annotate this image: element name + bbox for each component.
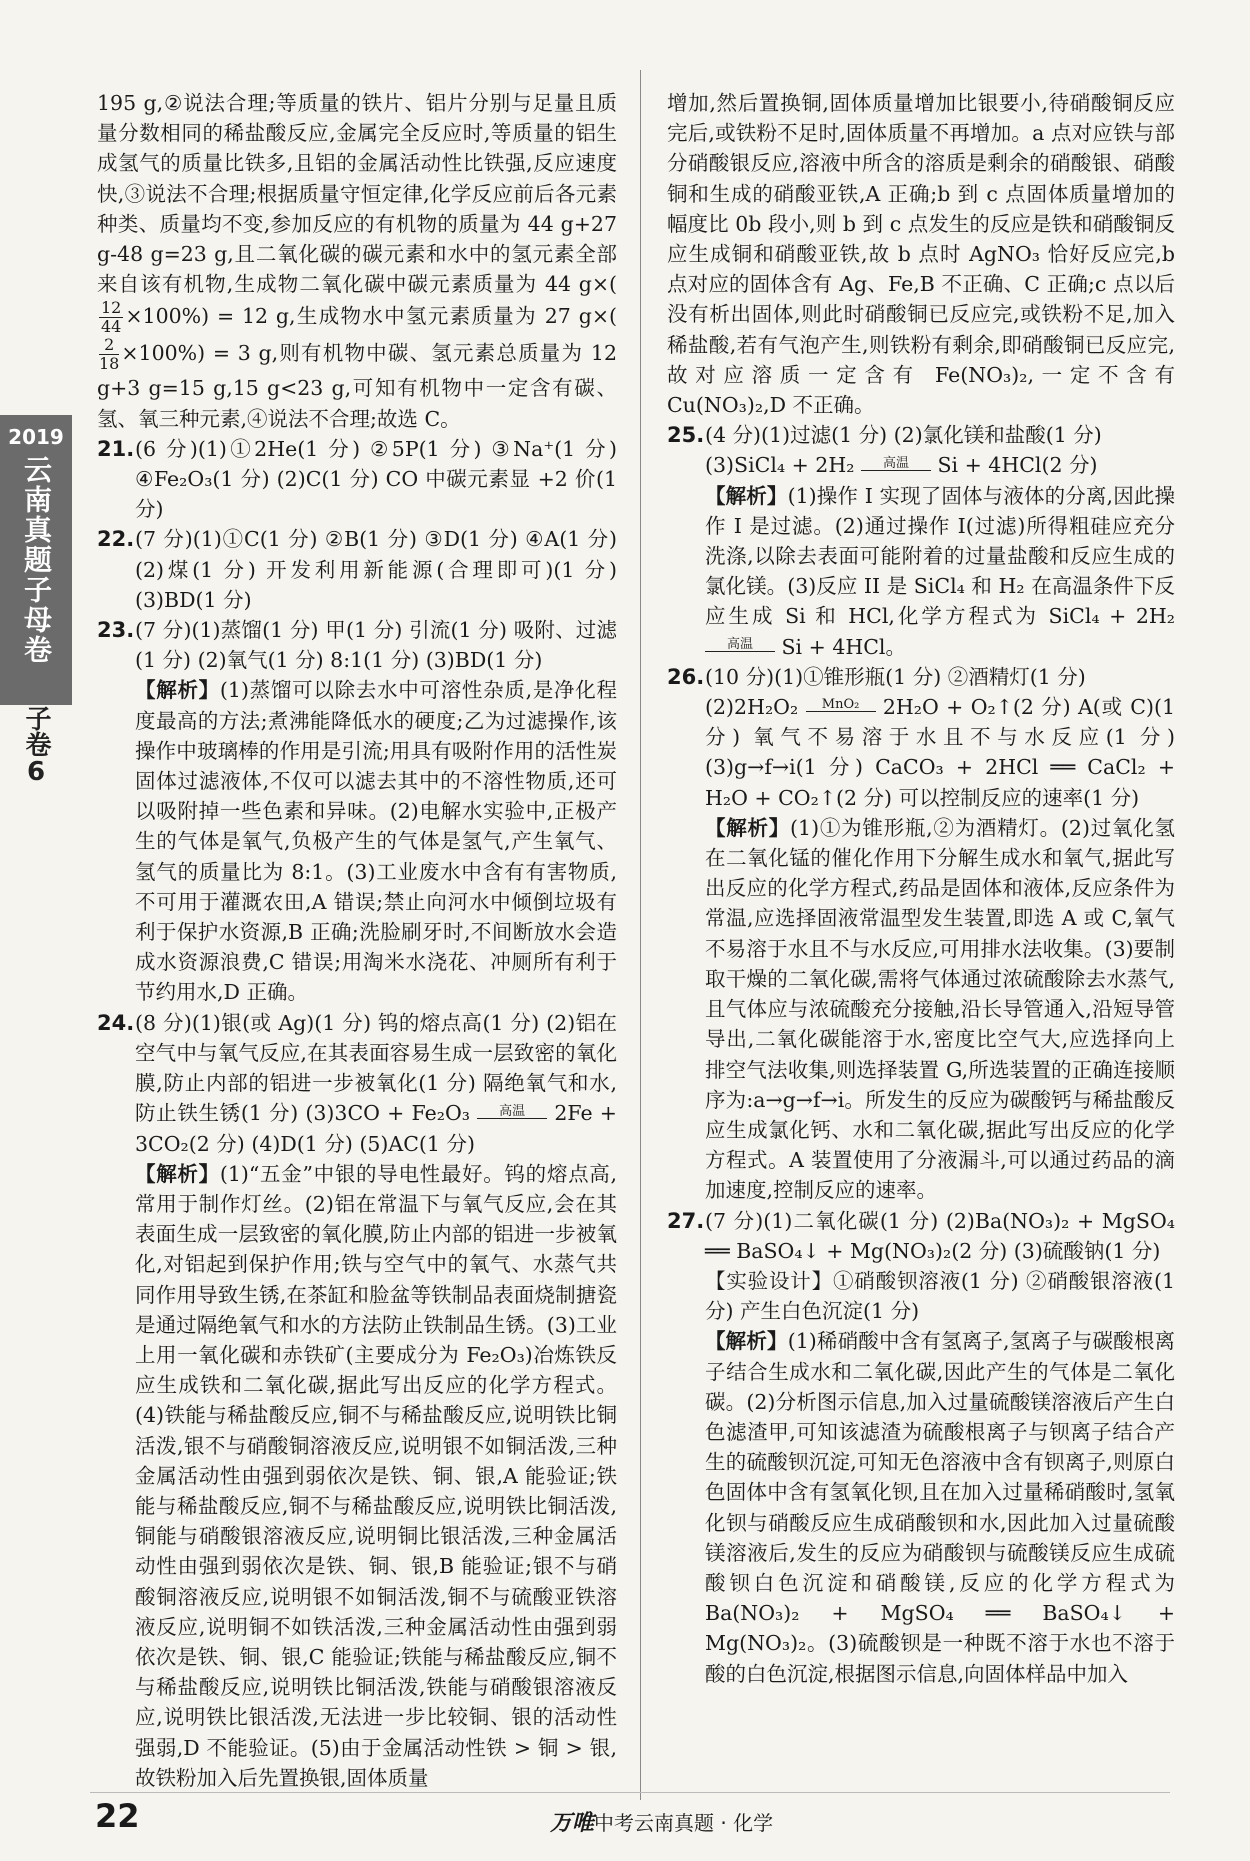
question-number: 27. bbox=[667, 1208, 705, 1233]
question-number: 22. bbox=[97, 527, 135, 552]
analysis-tag: 【解析】 bbox=[135, 1161, 220, 1186]
page-number: 22 bbox=[95, 1797, 140, 1835]
sub-tab bbox=[0, 705, 72, 825]
question-25: 25.(4 分)(1)过滤(1 分) (2)氯化镁和盐酸(1 分) (3)SiCl₄ + 2H₂ 高温 Si + 4HCl(2 分) 【解析】(1)操作 I 实现了固体与液体的分离,因此操作 I 是过滤。(2)通过操作 I(过滤)所得粗硅应充分洗涤,以除去表面可能附着的过量盐酸和反应生成的氯化镁。(3)反应 II 是 SiCl₄ 和 H₂ 在高温条件下反应生成 Si 和 HCl,化学方程式为 SiCl₄ + 2H₂ 高温 Si + 4HCl。 bbox=[667, 420, 1175, 662]
analysis-tag: 【解析】 bbox=[705, 483, 788, 508]
experiment-design-tag: 【实验设计】 bbox=[705, 1268, 833, 1293]
reaction-condition: 高温 bbox=[705, 638, 775, 662]
footer-brand bbox=[550, 1806, 773, 1837]
side-tab-year: 2019 bbox=[8, 425, 64, 449]
question-23: 23.(7 分)(1)蒸馏(1 分) 甲(1 分) 引流(1 分) 吸附、过滤(1 分) (2)氧气(1 分) 8:1(1 分) (3)BD(1 分) 【解析】(1)蒸馏可以除去水中可溶性杂质,是净化程度最高的方法;煮沸能降低水的硬度;乙为过滤操作,该操作中玻璃棒的作用是引流;用具有吸附作用的活性炭固体过滤液体,不仅可以滤去其中的不溶性物质,还可以吸附掉一些色素和异味。(2)电解水实验中,正极产生的气体是氧气,负极产生的气体是氢气,产生氧气、氢气的质量比为 8:1。(3)工业废水中含有有害物质,不可用于灌溉农田,A 错误;禁止向河水中倾倒垃圾有利于保护水资源,B 正确;洗脸刷牙时,不间断放水会造成水资源浪费,C 错误;用淘米水浇花、冲厕所有利于节约用水,D 正确。 bbox=[97, 615, 617, 1008]
reaction-condition: 高温 bbox=[861, 457, 931, 481]
question-22: 22.(7 分)(1)①C(1 分) ②B(1 分) ③D(1 分) ④A(1 分) (2)煤(1 分) 开发利用新能源(合理即可)(1 分) (3)BD(1 分) bbox=[97, 524, 617, 615]
reaction-catalyst: MnO₂ bbox=[806, 698, 876, 722]
analysis-tag: 【解析】 bbox=[705, 815, 791, 840]
footer-text: 中考云南真题 · 化学 bbox=[594, 1811, 774, 1835]
sub-tab-number: 6 bbox=[26, 757, 46, 787]
column-divider bbox=[640, 70, 641, 1800]
sub-tab-label: 子卷 bbox=[21, 705, 51, 757]
side-tab-title: 云南真题子母卷 bbox=[20, 455, 53, 665]
analysis-tag: 【解析】 bbox=[705, 1329, 788, 1354]
right-column bbox=[667, 88, 1175, 1689]
question-number: 23. bbox=[97, 618, 135, 643]
question-26: 26.(10 分)(1)①锥形瓶(1 分) ②酒精灯(1 分) (2)2H₂O₂ MnO₂ 2H₂O + O₂↑(2 分) A(或 C)(1 分) 氧气不易溶于水且不与水反应(1 分) (3)g→f→i(1 分) CaCO₃ + 2HCl ══ CaCl₂ + H₂O + CO₂↑(2 分) 可以控制反应的速率(1 分) 【解析】(1)①为锥形瓶,②为酒精灯。(2)过氧化氢在二氧化锰的催化作用下分解生成水和氧气,据此写出反应的化学方程式,药品是固体和液体,反应条件为常温,应选择固液常温型发生装置,即选 A 或 C,氧气不易溶于水且不与水反应,可用排水法收集。(3)要制取干燥的二氧化碳,需将气体通过浓硫酸除去水蒸气,且气体应与浓硫酸充分接触,沿长导管通入,沿短导管导出,二氧化碳能溶于水,密度比空气大,应选择向上排空气法收集,则选择装置 G,所选装置的正确连接顺序为:a→g→f→i。所发生的反应为碳酸钙与稀盐酸反应生成氯化钙、水和二氧化碳,据此写出反应的化学方程式。A 装置使用了分液漏斗,可以通过药品的滴加速度,控制反应的速率。 bbox=[667, 662, 1175, 1206]
question-27: 27.(7 分)(1)二氧化碳(1 分) (2)Ba(NO₃)₂ + MgSO₄ ══ BaSO₄↓ + Mg(NO₃)₂(2 分) (3)硫酸钠(1 分) 【实验设计】①硝酸钡溶液(1 分) ②硝酸银溶液(1 分) 产生白色沉淀(1 分) 【解析】(1)稀硝酸中含有氢离子,氢离子与碳酸根离子结合生成水和二氧化碳,因此产生的气体是二氧化碳。(2)分析图示信息,加入过量硫酸镁溶液后产生白色滤渣甲,可知该滤渣为硫酸根离子与钡离子结合产生的硫酸钡沉淀,可知无色溶液中含有钡离子,则原白色固体中含有氢氧化钡,且在加入过量稀硝酸时,氢氧化钡与硝酸反应生成硝酸钡和水,因此加入过量硫酸镁溶液后,发生的反应为硝酸钡与硫酸镁反应生成硫酸钡白色沉淀和硝酸镁,反应的化学方程式为 Ba(NO₃)₂ + MgSO₄ ══ BaSO₄↓ + Mg(NO₃)₂。(3)硫酸钡是一种既不溶于水也不溶于酸的白色沉淀,根据图示信息,向固体样品中加入 bbox=[667, 1206, 1175, 1689]
question-number: 25. bbox=[667, 423, 705, 448]
fraction-12-44: $\frac{12}{44}$ bbox=[101, 298, 122, 337]
question-21: 21.(6 分)(1)①2He(1 分) ②5P(1 分) ③Na⁺(1 分) ④Fe₂O₃(1 分) (2)C(1 分) CO 中碳元素显 +2 价(1 分) bbox=[97, 434, 617, 525]
brand-logo: 万唯 bbox=[550, 1811, 595, 1836]
continued-analysis: 增加,然后置换铜,固体质量增加比银要小,待硝酸铜反应完后,或铁粉不足时,固体质量不再增加。a 点对应铁与部分硝酸银反应,溶液中所含的溶质是剩余的硝酸银、硝酸铜和生成的硝酸亚铁,A 正确;b 到 c 点固体质量增加的幅度比 0b 段小,则 b 到 c 点发生的反应是铁和硝酸铜反应生成铜和硝酸亚铁,故 b 点时 AgNO₃ 恰好反应完,b 点对应的固体含有 Ag、Fe,B 不正确、C 正确;c 点以后没有析出固体,则此时硝酸铜已反应完,或铁粉不足,加入稀盐酸,若有气泡产生,则铁粉有剩余,即硝酸铜已反应完,故对应溶质一定含有 Fe(NO₃)₂,一定不含有 Cu(NO₃)₂,D 不正确。 bbox=[667, 91, 1175, 418]
fraction-2-18: $\frac{2}{18}$ bbox=[99, 335, 120, 374]
question-number: 26. bbox=[667, 664, 705, 689]
question-number: 21. bbox=[97, 436, 135, 461]
reaction-condition: 高温 bbox=[477, 1105, 547, 1129]
continued-analysis: 195 g,②说法合理;等质量的铁片、铝片分别与足量且质量分数相同的稀盐酸反应,金属完全反应时,等质量的铝生成氢气的质量比铁多,且铝的金属活动性比铁强,反应速度快,③说法不合理;根据质量守恒定律,化学反应前后各元素种类、质量均不变,参加反应的有机物的质量为 44 g+27 g-48 g=23 g,且二氧化碳的碳元素和水中的氢元素全部来自该有机物,生成物二氧化碳中碳元素质量为 44 g×( $\frac{12}{44}$ ×100%) = 12 g,生成物水中氢元素质量为 27 g×( $\frac{2}{18}$ ×100%) = 3 g,则有机物中碳、氢元素总质量为 12 g+3 g=15 g,15 g<23 g,可知有机物中一定含有碳、氢、氧三种元素,④说法不合理;故选 C。 bbox=[97, 91, 617, 431]
question-24: 24.(8 分)(1)银(或 Ag)(1 分) 钨的熔点高(1 分) (2)铝在空气中与氧气反应,在其表面容易生成一层致密的氧化膜,防止内部的铝进一步被氧化(1 分) 隔绝氧气和水,防止铁生锈(1 分) (3)3CO + Fe₂O₃ 高温 2Fe + 3CO₂(2 分) (4)D(1 分) (5)AC(1 分) 【解析】(1)“五金”中银的导电性最好。钨的熔点高,常用于制作灯丝。(2)铝在常温下与氧气反应,会在其表面生成一层致密的氧化膜,防止内部的铝进一步被氧化,对铝起到保护作用;铁与空气中的氧气、水蒸气共同作用导致生锈,在茶缸和脸盆等铁制品表面烧制搪瓷是通过隔绝氧气和水的方法防止铁制品生锈。(3)工业上用一氧化碳和赤铁矿(主要成分为 Fe₂O₃)冶炼铁反应生成铁和二氧化碳,据此写出反应的化学方程式。(4)铁能与稀盐酸反应,铜不与稀盐酸反应,说明铁比铜活泼,银不与硝酸铜溶液反应,说明银不如铜活泼,三种金属活动性由强到弱依次是铁、铜、银,A 能验证;铁能与稀盐酸反应,铜不与稀盐酸反应,说明铁比铜活泼,铜能与硝酸银溶液反应,说明铜比银活泼,三种金属活动性由强到弱依次是铁、铜、银,B 能验证;银不与硝酸铜溶液反应,说明银不如铜活泼,铜不与硫酸亚铁溶液反应,说明铜不如铁活泼,三种金属活动性由强到弱依次是铁、铜、银,C 能验证;铁能与稀盐酸反应,铜不与稀盐酸反应,说明铁比铜活泼,铁能与硝酸银溶液反应,说明铁比银活泼,无法进一步比较铜、银的活动性强弱,D 不能验证。(5)由于金属活动性铁 > 铜 > 银,故铁粉加入后先置换银,固体质量 bbox=[97, 1008, 617, 1793]
analysis-tag: 【解析】 bbox=[135, 678, 220, 703]
footer-rule bbox=[90, 1792, 1170, 1793]
left-column bbox=[97, 88, 617, 1793]
side-tab bbox=[0, 415, 72, 705]
question-number: 24. bbox=[97, 1010, 135, 1035]
